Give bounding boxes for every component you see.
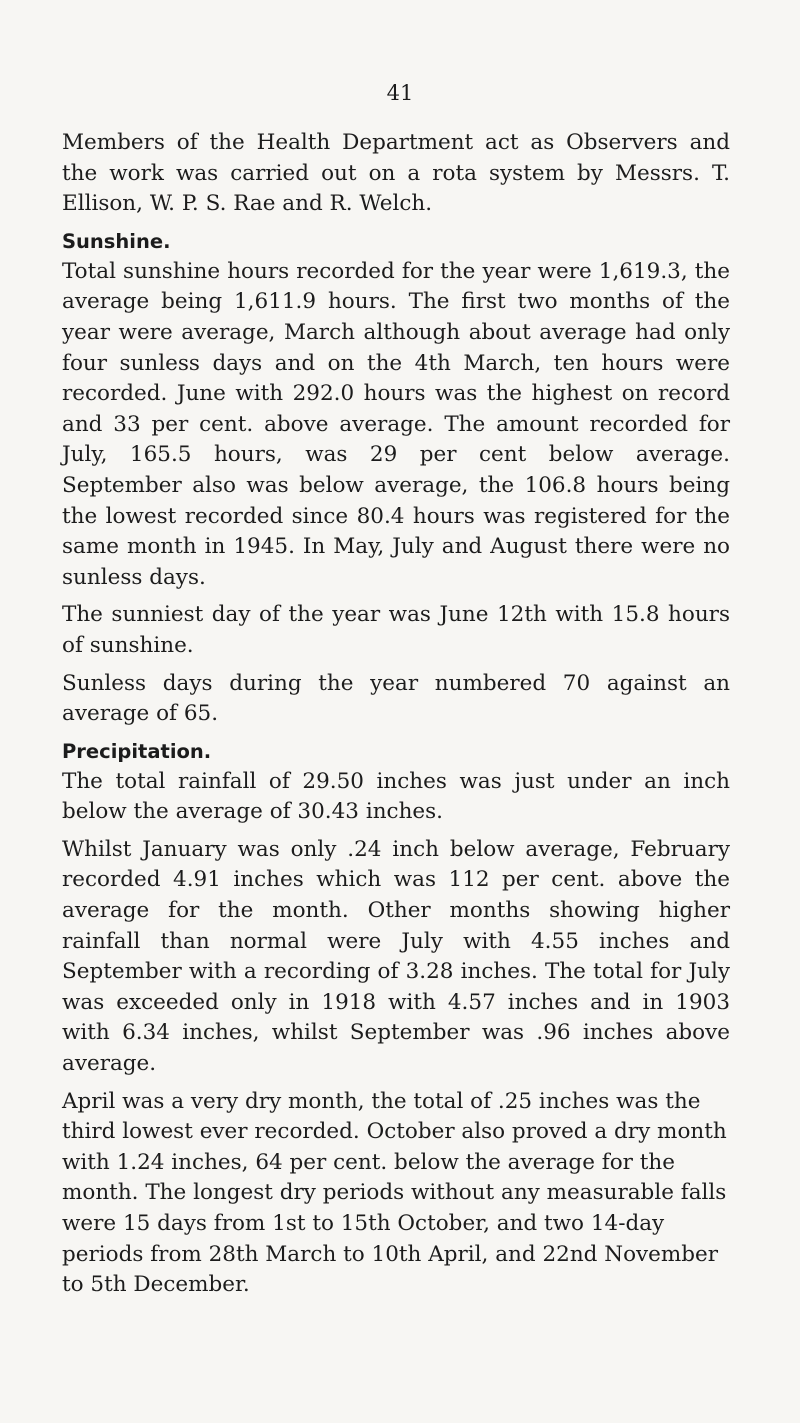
precipitation-paragraph-3: April was a very dry month, the total of .25 inches was the third lowest ever recorded. October also proved a dry month with 1.24 inches, 64 per cent. below the average for the month. The longest dry periods without any measurable falls were 15 days from 1st to 15th October, and two 14-day periods from 28th March to 10th April, and 22nd November to 5th December. — [62, 1088, 727, 1298]
sunshine-paragraph-3: Sunless days during the year numbered 70 against an average of 65. — [62, 670, 730, 727]
sunshine-paragraph-2: The sunniest day of the year was June 12th with 15.8 hours of sunshine. — [62, 602, 730, 658]
page-number: 41 — [386, 81, 414, 105]
precipitation-paragraph-1: The total rainfall of 29.50 inches was just under an inch below the average of 30.43 inches. — [62, 768, 730, 825]
intro-paragraph: Members of the Health Department act as Observers and the work was carried out on a rota system by Messrs. T. Ellison, W. P. S. Rae and R. Welch. — [62, 130, 730, 217]
sunshine-paragraph-1: Total sunshine hours recorded for the year were 1,619.3, the average being 1,611.9 hours. The first two months of the year were average, March although about average had only four sunless days and on the 4th March, ten hours were recorded. June with 292.0 hours was the highest on record and 33 per cent. above average. The amount recorded for July, 165.5 hours, was 29 per cent below average. September also was below average, the 106.8 hours being the lowest recorded since 80.4 hours was registered for the same month in 1945. In May, July and August there were no sunless days. — [62, 258, 730, 590]
precipitation-paragraph-2: Whilst January was only .24 inch below average, February recorded 4.91 inches which was 112 per cent. above the average for the month. Other months showing higher rainfall than normal were July with 4.55 inches and September with a recording of 3.28 inches. The total for July was exceeded only in 1918 with 4.57 inches and in 1903 with 6.34 inches, whilst September was .96 inches above average. — [62, 836, 730, 1077]
document-page — [62, 78, 730, 1308]
precipitation-heading: Precipitation. — [62, 739, 212, 763]
sunshine-heading: Sunshine. — [62, 229, 171, 253]
